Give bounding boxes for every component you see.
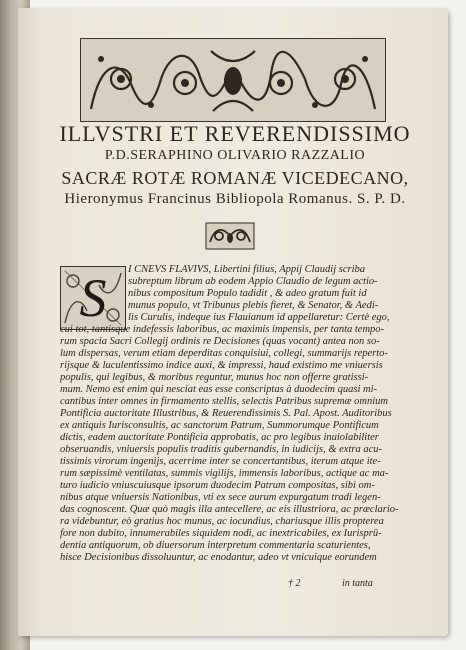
dedicatee-office: SACRÆ ROTÆ ROMANÆ VICEDECANO,: [61, 168, 409, 188]
text-line: rum spacia Sacri Collegij ordinis re Decisiones (quas vocant) antea non so-: [60, 336, 380, 347]
text-line: das cognoscent. Quæ quò magis illa antecellere, ac eis illustriora, ac præclario-: [60, 504, 399, 515]
text-line: cui tot, tantisque indefessis laboribus, ac maximis impensis, per tanta tempo-: [60, 324, 385, 335]
historiated-initial-icon: [60, 266, 126, 330]
text-line: cantibus inter omnes in firmamento stellis, selectis Patribus supremæ omnium: [60, 396, 389, 407]
dedication-author: Hieronymus Francinus Bibliopola Romanus. S. P. D.: [64, 191, 406, 207]
text-line: Pontificia auctoritate Illustribus, & Reuerendissimis S. Pal. Apost. Auditoribus: [60, 408, 392, 419]
initial-letter: S: [79, 268, 107, 328]
text-line: dictis, eadem auctoritate Pontificia approbatis, ac pro legibus inuiolabiliter: [60, 432, 379, 443]
fleuron-icon: [205, 222, 255, 250]
floral-headpiece-icon: [80, 38, 386, 122]
text-line: mum. Nemo est enim qui nesciat eas esse conscriptas à duodecim quasi mi-: [60, 384, 377, 395]
text-line: rum sæpissimè ventilatas, summis vigilijs, immensis laboribus, actique ac ma-: [60, 468, 389, 479]
text-line: populis, qui legibus, & moribus reguntur, munus hoc non offerre gratissi-: [60, 372, 369, 383]
text-line: dentia antiquorum, ob diuersorum interpretum commentaria scaturientes,: [60, 540, 371, 551]
text-line: I CNEVS FLAVIVS, Libertini filius, Appij Claudij scriba: [128, 264, 365, 275]
text-line: lum dispersas, verum etiam deperditas conquisiui, collegi, summarijs reperto-: [60, 348, 388, 359]
dedicatee-name: P.D.SERAPHINO OLIVARIO RAZZALIO: [104, 148, 366, 163]
text-line: rijsque & luculentissimo indice auxi, & impressi, haud existimo me vniuersis: [60, 360, 383, 371]
text-line: nibus compositum Populo tadidit , & adeo gratum fuit id: [128, 288, 367, 299]
text-line: nibus atque vniuersis Nationibus, vti ex sece aurum expurgatum tradi legen-: [60, 492, 381, 503]
text-line: munus populo, vt Tribunus plebis fieret, & Senator, & Aedi-: [128, 300, 379, 311]
text-line: lis Curulis, indeque ius Flauianum id appellaretur: Certè ego,: [128, 312, 390, 323]
text-line: subreptum librum ab eodem Appio Claudio de legum actio-: [128, 276, 378, 287]
dedication-title: ILLVSTRI ET REVERENDISSIMO: [59, 121, 411, 146]
text-line: ra videbuntur, eò gratius hoc munus, ac iocundius, chariusque illis propterea: [60, 516, 384, 527]
text-line: obseruandis, vniuersis populis traditis gubernandis, in iudicijs, & extra acu-: [60, 444, 382, 455]
text-line: tissimis virorum ingenijs, acerrime inter se concertantibus, iterum atque ite-: [60, 456, 381, 467]
catchword: in tanta: [342, 578, 373, 589]
text-line: fore non dubito, innumerabiles siquidem nodi, ac inextricabiles, ex Iurisprū-: [60, 528, 382, 539]
text-line: hisce Decisionibus dissoluuntur, ac enodantur, adeo vt vnicuique eorundem: [60, 552, 377, 563]
text-line: ex antiquis Iurisconsultis, ac sanctorum Patrum, Summorumque Pontificum: [60, 420, 379, 431]
text-line: turo iudicio vniuscuiusque ipsorum duodecim Patrum compositas, sibi om-: [60, 480, 375, 491]
signature-mark: † 2: [288, 578, 301, 589]
